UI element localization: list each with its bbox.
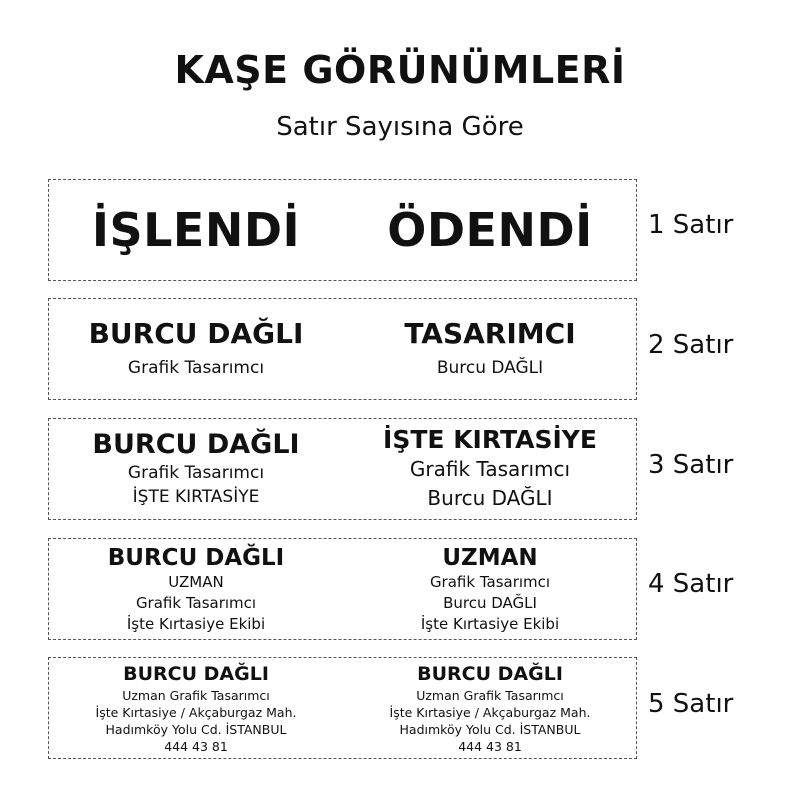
- stamp-line: İşte Kırtasiye / Akçaburgaz Mah.: [95, 704, 297, 720]
- stamp-line: İşte Kırtasiye Ekibi: [126, 614, 266, 633]
- stamp-line: Uzman Grafik Tasarımcı: [122, 687, 270, 703]
- page-title: KAŞE GÖRÜNÜMLERİ: [174, 48, 626, 92]
- stamp-line: Grafik Tasarımcı: [135, 593, 257, 612]
- stamp-sample-right: [343, 419, 637, 519]
- stamp-sample-right: [343, 180, 637, 280]
- page-subtitle: Satır Sayısına Göre: [276, 112, 524, 142]
- stamp-line: Hadımköy Yolu Cd. İSTANBUL: [105, 721, 287, 737]
- stamp-line: 444 43 81: [164, 738, 228, 754]
- stamp-row-4: [48, 538, 637, 640]
- stamp-line: UZMAN: [168, 572, 224, 591]
- stamp-line: Grafik Tasarımcı: [127, 463, 265, 483]
- stamp-row-2: [48, 298, 637, 400]
- stamp-sample-left: [49, 299, 343, 399]
- stamp-line: Grafik Tasarımcı: [409, 457, 571, 481]
- stamp-line: BURCU DAĞLI: [92, 429, 300, 460]
- stamp-line: Burcu DAĞLI: [427, 486, 553, 510]
- stamp-sample-right: [343, 658, 637, 758]
- stamp-line: İŞLENDİ: [91, 203, 301, 257]
- stamp-line: BURCU DAĞLI: [123, 662, 269, 685]
- stamp-line: Burcu DAĞLI: [436, 358, 544, 378]
- stamp-line: İŞTE KIRTASİYE: [383, 425, 597, 454]
- stamp-line: 444 43 81: [458, 738, 522, 754]
- stamp-line: BURCU DAĞLI: [107, 544, 285, 571]
- stamp-row-3: [48, 418, 637, 520]
- stamp-row-5: [48, 657, 637, 759]
- stamp-row-1: [48, 179, 637, 281]
- row-label-4: 4 Satır: [648, 569, 734, 599]
- stamp-line: UZMAN: [442, 544, 538, 571]
- stamp-sample-left: [49, 180, 343, 280]
- stamp-sample-left: [49, 419, 343, 519]
- row-label-3: 3 Satır: [648, 450, 734, 480]
- stamp-line: İşte Kırtasiye / Akçaburgaz Mah.: [389, 704, 591, 720]
- stamp-sample-right: [343, 299, 637, 399]
- stamp-line: Burcu DAĞLI: [443, 593, 537, 612]
- stamp-sample-left: [49, 539, 343, 639]
- stamp-sample-left: [49, 658, 343, 758]
- row-label-5: 5 Satır: [648, 689, 734, 719]
- stamp-line: BURCU DAĞLI: [88, 317, 304, 350]
- row-label-2: 2 Satır: [648, 330, 734, 360]
- stamp-line: BURCU DAĞLI: [417, 662, 563, 685]
- row-label-1: 1 Satır: [648, 210, 734, 240]
- stamp-line: Grafik Tasarımcı: [429, 572, 551, 591]
- stamp-sample-right: [343, 539, 637, 639]
- stamp-line: Grafik Tasarımcı: [127, 358, 265, 378]
- stamp-line: Hadımköy Yolu Cd. İSTANBUL: [399, 721, 581, 737]
- stamp-line: TASARIMCI: [404, 317, 576, 350]
- stamp-line: ÖDENDİ: [387, 203, 593, 257]
- stamp-line: İŞTE KIRTASİYE: [132, 487, 260, 507]
- stamp-line: Uzman Grafik Tasarımcı: [416, 687, 564, 703]
- stamp-line: İşte Kırtasiye Ekibi: [420, 614, 560, 633]
